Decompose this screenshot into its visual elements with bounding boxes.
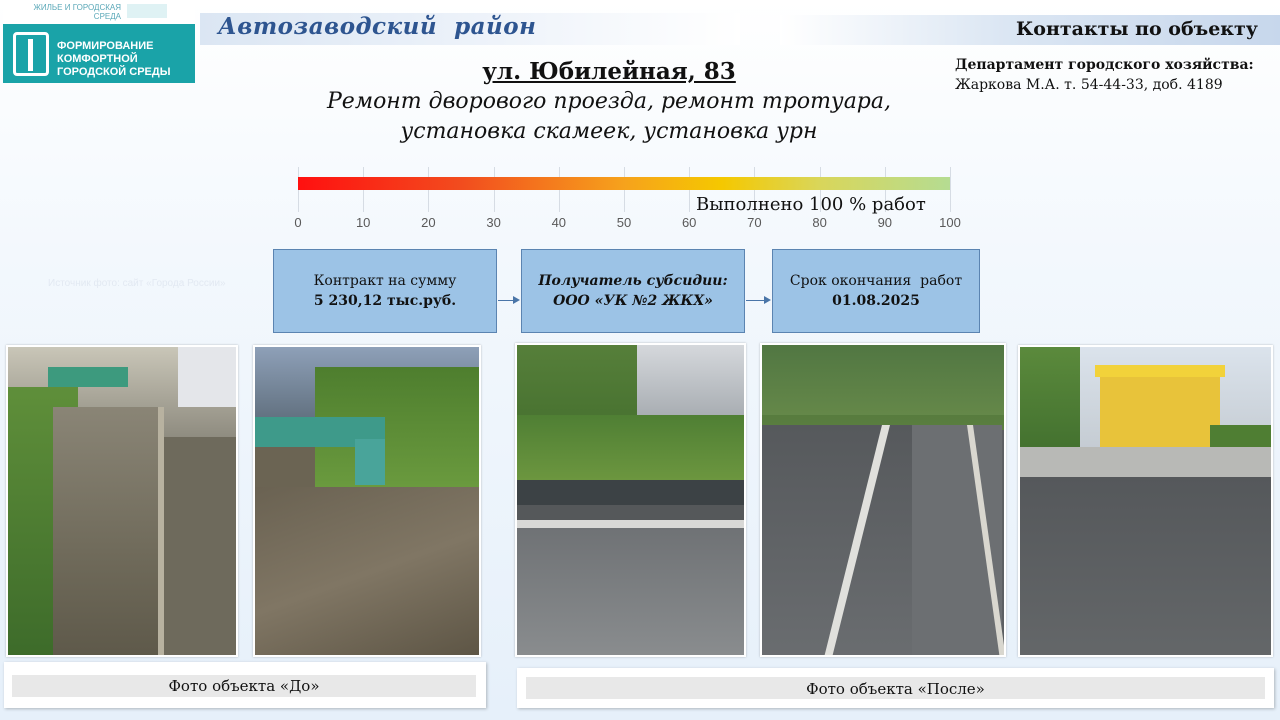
photo-sidewalk (1020, 447, 1273, 477)
progress-tick-label: 50 (616, 215, 632, 230)
logo-top-line: ЖИЛЬЕ И ГОРОДСКАЯ СРЕДА (33, 3, 121, 21)
progress-tick-label: 0 (294, 215, 302, 230)
photo-canopy (1095, 365, 1225, 377)
object-address: ул. Юбилейная, 83 (482, 58, 736, 85)
contract-value: 5 230,12 тыс.руб. (313, 293, 457, 309)
photo-bin (355, 439, 385, 485)
contract-box (273, 249, 497, 333)
department-name: Департамент городского хозяйства: (955, 57, 1254, 73)
photo-before-2 (253, 345, 481, 657)
photo-asphalt (517, 528, 746, 657)
logo-tag-icon (127, 4, 167, 18)
photo-trees (762, 345, 1006, 430)
progress-label: Выполнено 100 % работ (696, 194, 926, 215)
contact-person: Жаркова М.А. т. 54-44-33, доб. 4189 (955, 77, 1223, 93)
recipient-box (521, 249, 745, 333)
progress-tick-label: 80 (812, 215, 827, 230)
arrow-right-icon (498, 300, 518, 301)
caption-before: Фото объекта «До» (168, 677, 320, 695)
progress-tick-label: 30 (486, 215, 501, 230)
progress-tick-label: 60 (681, 215, 697, 230)
deadline-label: Срок окончания работ (789, 273, 963, 289)
photo-after-1 (515, 343, 746, 657)
photo-asphalt (1020, 477, 1273, 657)
district-title: Автозаводский район (218, 13, 537, 40)
progress-tick-label: 90 (877, 215, 893, 230)
logo-line-1: ФОРМИРОВАНИЕ (57, 40, 154, 52)
photo-after-2 (760, 343, 1006, 657)
photo-after-3 (1018, 345, 1273, 657)
photo-ground (255, 487, 481, 657)
photo-shadow (517, 480, 746, 505)
progress-tick-label: 40 (551, 215, 567, 230)
works-line-1: Ремонт дворового проезда, ремонт тротуара, (327, 89, 891, 114)
logo-line-2: КОМФОРТНОЙ (57, 53, 138, 65)
logo-line-3: ГОРОДСКОЙ СРЕДЫ (57, 66, 171, 78)
photo-curb (158, 407, 164, 657)
photo-path (53, 407, 163, 657)
progress-gridline (950, 167, 951, 212)
progress-tick-label: 20 (421, 215, 436, 230)
deadline-box (772, 249, 980, 333)
photo-car (178, 347, 238, 407)
recipient-label: Получатель субсидии: (538, 273, 728, 289)
deadline-value: 01.08.2025 (832, 293, 920, 309)
progress-bar (298, 177, 950, 190)
progress-tick-label: 100 (939, 215, 961, 230)
contract-label: Контракт на сумму (313, 273, 457, 289)
recipient-value: ООО «УК №2 ЖКХ» (553, 293, 713, 309)
progress-tick-label: 70 (747, 215, 762, 230)
arrow-right-icon (746, 300, 769, 301)
photo-curb (517, 520, 746, 528)
photo-lawn (517, 415, 746, 480)
photo-bench (48, 367, 128, 387)
photo-entrance (1100, 377, 1220, 447)
works-line-2: установка скамеек, установка урн (400, 119, 818, 144)
photo-before-1 (6, 345, 238, 657)
contacts-title: Контакты по объекту (1016, 18, 1258, 40)
watermark-text: Источник фото: сайт «Города России» (48, 278, 226, 289)
progress-tick-label: 10 (355, 215, 371, 230)
caption-after: Фото объекта «После» (806, 680, 985, 698)
photo-road (762, 425, 937, 657)
